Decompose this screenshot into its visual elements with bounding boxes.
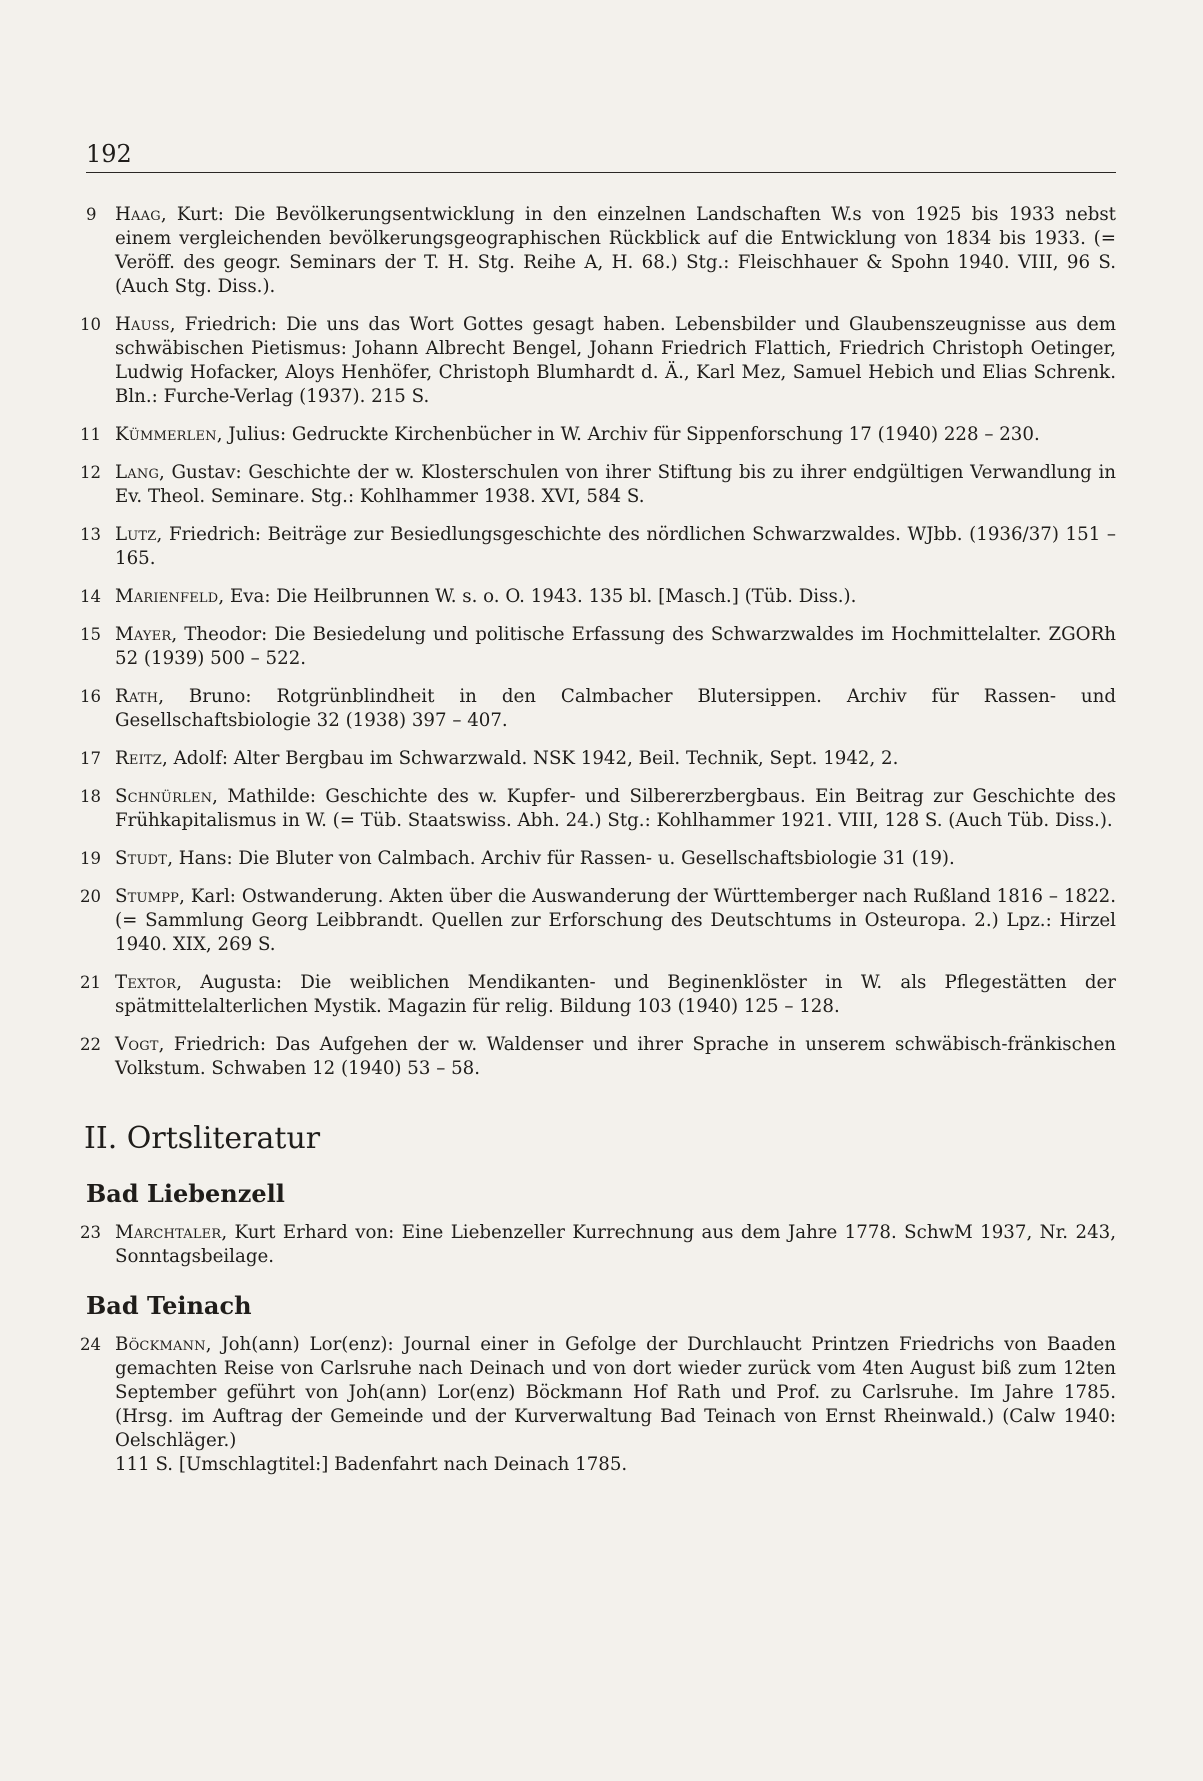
entry-text: , Eva: Die Heilbrunnen W. s. o. O. 1943. 135 bl. [Masch.] (Tüb. Diss.). [218,586,857,607]
bib-entry [80,1033,1116,1081]
entry-number: 9 [86,205,97,224]
header-rule [86,172,1116,173]
entry-number: 21 [80,973,101,992]
entry-number: 11 [80,425,101,444]
page-number: 192 [86,140,132,168]
entry-text: , Mathilde: Geschichte des w. Kupfer- und Silbererzbergbaus. Ein Beitrag zur Geschichte des Frühkapitalismus in W. (= Tüb. Staatswiss. Abh. 24.) Stg.: Kohlhammer 1921. VIII, 128 S. (Auch Tüb. Diss.). [115,786,1116,831]
entry-number: 22 [80,1035,101,1054]
entry-author: Schnürlen [115,786,213,807]
bib-entry [80,885,1116,957]
entry-text: , Theodor: Die Besiedelung und politische Erfassung des Schwarzwaldes im Hochmittelalter. ZGORh 52 (1939) 500 – 522. [115,624,1116,669]
entry-number: 15 [80,625,101,644]
entry-author: Marienfeld [115,586,219,607]
entry-text: , Friedrich: Die uns das Wort Gottes gesagt haben. Lebensbilder und Glaubenszeugnisse aus dem schwäbischen Pietismus: Johann Albrecht Bengel, Johann Friedrich Flattich, Friedrich Christoph Oetinger, Ludwig Hofacker, Aloys Henhöfer, Christoph Blumhardt d. Ä., Karl Mez, Samuel Hebich und Elias Schrenk. Bln.: Furche-Verlag (1937). 215 S. [115,314,1116,407]
bib-entry [80,971,1116,1019]
entry-number: 23 [80,1223,101,1242]
entry-author: Stumpp [115,886,180,907]
entry-text: , Kurt: Die Bevölkerungsentwicklung in den einzelnen Landschaften W.s von 1925 bis 1933 nebst einem vergleichenden bevölkerungsgeographischen Rückblick auf die Entwicklung von 1834 bis 1933. (= Veröff. des geogr. Seminars der T. H. Stg. Reihe A, H. 68.) Stg.: Fleischhauer & Spohn 1940. VIII, 96 S. (Auch Stg. Diss.). [115,204,1116,297]
bib-entry [80,313,1116,409]
entry-text: , Kurt Erhard von: Eine Liebenzeller Kurrechnung aus dem Jahre 1778. SchwM 1937, Nr. 243, Sonntagsbeilage. [115,1222,1116,1267]
entry-number: 13 [80,525,101,544]
entry-text: , Gustav: Geschichte der w. Klosterschulen von ihrer Stiftung bis zu ihrer endgültigen Verwandlung in Ev. Theol. Seminare. Stg.: Kohlhammer 1938. XVI, 584 S. [115,462,1116,507]
entry-author: Lutz [115,524,157,545]
bib-entry [80,785,1116,833]
entry-number: 16 [80,687,101,706]
entry-author: Mayer [115,624,172,645]
place-heading: Bad Teinach [86,1291,252,1320]
entry-text: , Karl: Ostwanderung. Akten über die Auswanderung der Württemberger nach Rußland 1816 – 1822. (= Sammlung Georg Leibbrandt. Quellen zur Erforschung des Deutschtums in Osteuropa. 2.) Lpz.: Hirzel 1940. XIX, 269 S. [115,886,1116,955]
entry-author: Lang [115,462,160,483]
entry-author: Marchtaler [115,1222,222,1243]
entry-extra: 111 S. [Umschlagtitel:] Badenfahrt nach Deinach 1785. [115,1454,628,1475]
entry-number: 19 [80,849,101,868]
bib-entry [80,423,1116,447]
entry-author: Vogt [115,1034,159,1055]
entry-author: Reitz [115,748,163,769]
entry-number: 10 [80,315,101,334]
bib-entry [80,461,1116,509]
entry-text: , Julius: Gedruckte Kirchenbücher in W. Archiv für Sippenforschung 17 (1940) 228 – 230. [216,424,1040,445]
entry-number: 17 [80,749,101,768]
entry-text: , Joh(ann) Lor(enz): Journal einer in Gefolge der Durchlaucht Printzen Friedrichs von Baaden gemachten Reise von Carlsruhe nach Deinach und von dort wieder zurück vom 4ten August biß zum 12ten September geführt von Joh(ann) Lor(enz) Böckmann Hof Rath und Prof. zu Carlsruhe. Im Jahre 1785. (Hrsg. im Auftrag der Gemeinde und der Kurverwaltung Bad Teinach von Ernst Rheinwald.) (Calw 1940: Oelschläger.) [115,1334,1116,1451]
entry-number: 12 [80,463,101,482]
bib-entry [80,585,1116,609]
entry-author: Rath [115,686,159,707]
entry-text: , Hans: Die Bluter von Calmbach. Archiv für Rassen- u. Gesellschaftsbiologie 31 (19). [167,848,955,869]
entry-text: , Adolf: Alter Bergbau im Schwarzwald. NSK 1942, Beil. Technik, Sept. 1942, 2. [162,748,899,769]
section-title: II. Ortsliteratur [84,1121,321,1156]
bib-entry [80,847,1116,871]
entry-number: 24 [80,1335,101,1354]
entry-text: , Friedrich: Das Aufgehen der w. Waldenser und ihrer Sprache in unserem schwäbisch-fränkischen Volkstum. Schwaben 12 (1940) 53 – 58. [115,1034,1116,1079]
bib-entry [80,523,1116,571]
entry-author: Studt [115,848,168,869]
bib-entry [80,1333,1116,1477]
bib-entry [80,1221,1116,1269]
entry-number: 18 [80,787,101,806]
bib-entry [80,623,1116,671]
entry-number: 14 [80,587,101,606]
bib-entry [80,685,1116,733]
entry-number: 20 [80,887,101,906]
entry-text: , Friedrich: Beiträge zur Besiedlungsgeschichte des nördlichen Schwarzwaldes. WJbb. (1936/37) 151 – 165. [115,524,1116,569]
entry-author: Hauss [115,314,170,335]
entry-author: Kümmerlen [115,424,217,445]
entry-text: , Bruno: Rotgrünblindheit in den Calmbacher Blutersippen. Archiv für Rassen- und Gesellschaftsbiologie 32 (1938) 397 – 407. [115,686,1116,731]
bibliography [80,203,1116,1491]
entry-author: Böckmann [115,1334,206,1355]
entry-text: , Augusta: Die weiblichen Mendikanten- und Beginenklöster in W. als Pflegestätten der spätmittelalterlichen Mystik. Magazin für relig. Bildung 103 (1940) 125 – 128. [115,972,1116,1017]
bib-entry [86,203,1116,299]
entry-author: Textor [115,972,177,993]
place-heading: Bad Liebenzell [86,1179,285,1208]
entry-author: Haag [115,204,161,225]
bib-entry [80,747,1116,771]
